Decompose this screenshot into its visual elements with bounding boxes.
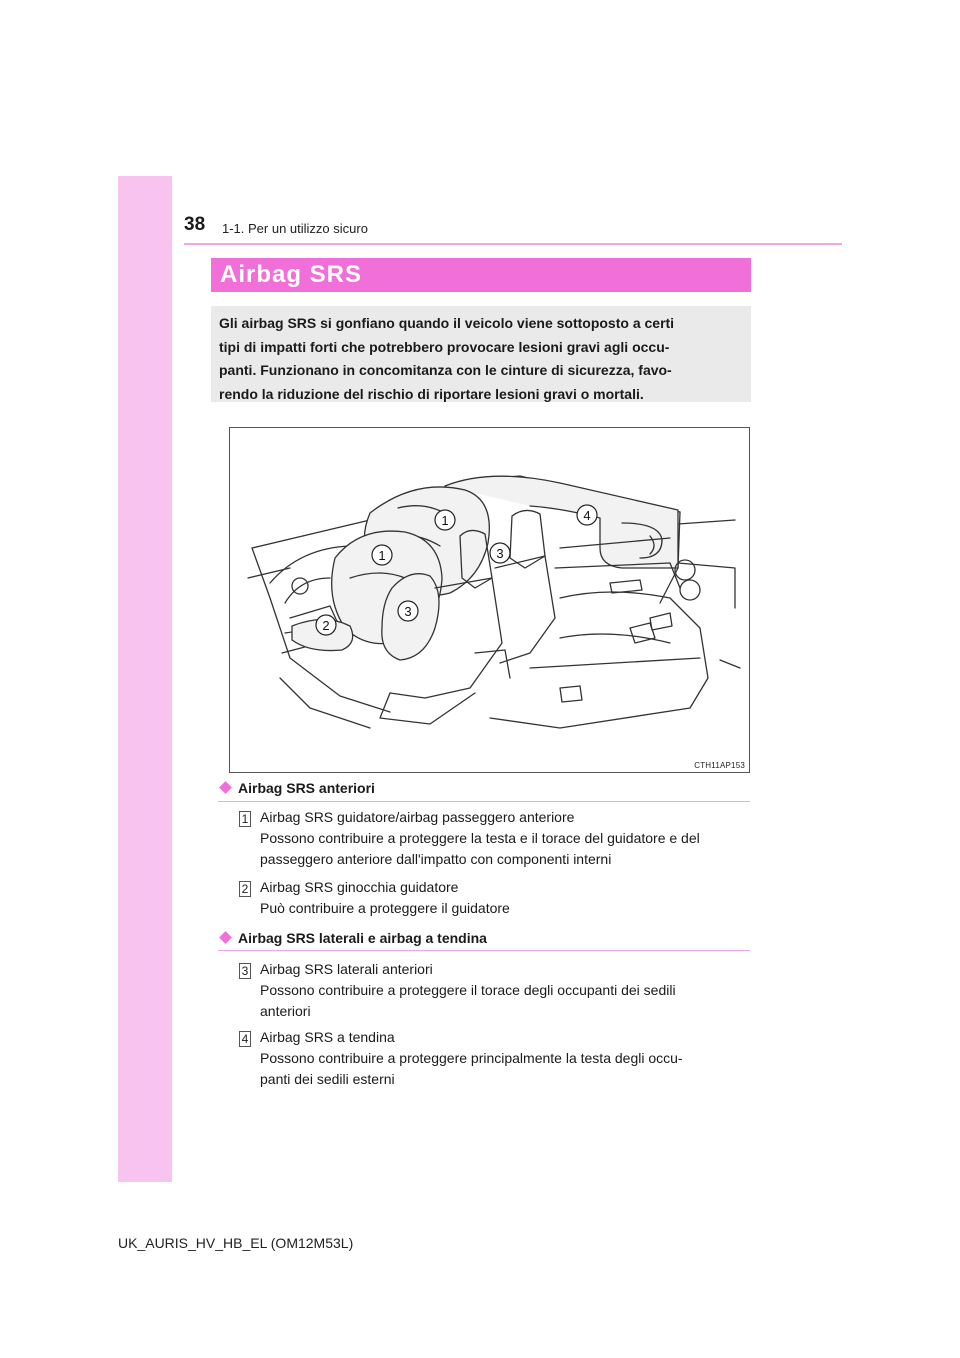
intro-line-1: Gli airbag SRS si gonfiano quando il veicolo viene sottoposto a certi — [219, 315, 675, 331]
item-number-box: 1 — [239, 811, 251, 827]
svg-text:1: 1 — [441, 513, 449, 528]
subheading-text: Airbag SRS anteriori — [238, 780, 375, 796]
page-number: 38 — [184, 214, 206, 235]
item-curtain-airbag — [260, 1027, 748, 1090]
subheading-side-curtain-airbags — [218, 930, 487, 946]
item-line: anteriori — [260, 1003, 311, 1019]
section-breadcrumb: 1-1. Per un utilizzo sicuro — [222, 221, 368, 236]
airbag-illustration — [229, 427, 750, 773]
callout-3-right — [490, 543, 510, 563]
callout-4 — [577, 505, 597, 525]
svg-text:3: 3 — [404, 604, 412, 619]
header-divider — [184, 243, 842, 245]
item-knee-airbag — [260, 877, 748, 919]
intro-line-3: panti. Funzionano in concomitanza con le cinture di sicurezza, favo- — [219, 362, 672, 378]
car-interior-drawing — [230, 428, 749, 772]
item-line: Possono contribuire a proteggere la testa e il torace del guidatore e del — [260, 830, 700, 846]
item-line: Possono contribuire a proteggere principalmente la testa degli occu- — [260, 1050, 683, 1066]
item-title: Airbag SRS guidatore/airbag passeggero anteriore — [260, 809, 575, 825]
item-number-box: 4 — [239, 1031, 251, 1047]
document-footer: UK_AURIS_HV_HB_EL (OM12M53L) — [118, 1235, 354, 1251]
subheading-text: Airbag SRS laterali e airbag a tendina — [238, 930, 487, 946]
intro-line-2: tipi di impatti forti che potrebbero provocare lesioni gravi agli occu- — [219, 338, 670, 355]
svg-text:3: 3 — [496, 546, 504, 561]
item-title: Airbag SRS a tendina — [260, 1029, 395, 1045]
callout-1-lower — [372, 545, 392, 565]
item-driver-passenger-airbag — [260, 807, 748, 870]
subheading-divider — [218, 950, 750, 951]
subheading-divider — [218, 801, 750, 802]
item-title: Airbag SRS laterali anteriori — [260, 961, 433, 977]
item-line: panti dei sedili esterni — [260, 1071, 395, 1087]
figure-code: CTH11AP153 — [694, 761, 745, 770]
callout-1-upper — [435, 510, 455, 530]
item-line: Possono contribuire a proteggere il torace degli occupanti dei sedili — [260, 982, 676, 998]
svg-text:2: 2 — [322, 618, 330, 633]
callout-2 — [316, 615, 336, 635]
page-title-bar — [211, 258, 751, 292]
intro-box — [211, 306, 751, 402]
item-title: Airbag SRS ginocchia guidatore — [260, 879, 459, 895]
callout-3-left — [398, 601, 418, 621]
intro-line-4: rendo la riduzione del rischio di riportare lesioni gravi o mortali. — [219, 385, 644, 402]
item-line: Può contribuire a proteggere il guidatore — [260, 900, 510, 916]
diamond-bullet-icon — [219, 931, 232, 944]
svg-text:4: 4 — [583, 508, 591, 523]
svg-text:1: 1 — [378, 548, 386, 563]
page-title: Airbag SRS — [220, 261, 363, 288]
item-number-box: 2 — [239, 881, 251, 897]
subheading-front-airbags — [218, 780, 375, 796]
item-number-box: 3 — [239, 963, 251, 979]
chapter-sidebar-tab — [118, 176, 172, 1182]
item-front-side-airbag — [260, 959, 748, 1022]
item-line: passeggero anteriore dall'impatto con componenti interni — [260, 851, 612, 867]
diamond-bullet-icon — [219, 781, 232, 794]
